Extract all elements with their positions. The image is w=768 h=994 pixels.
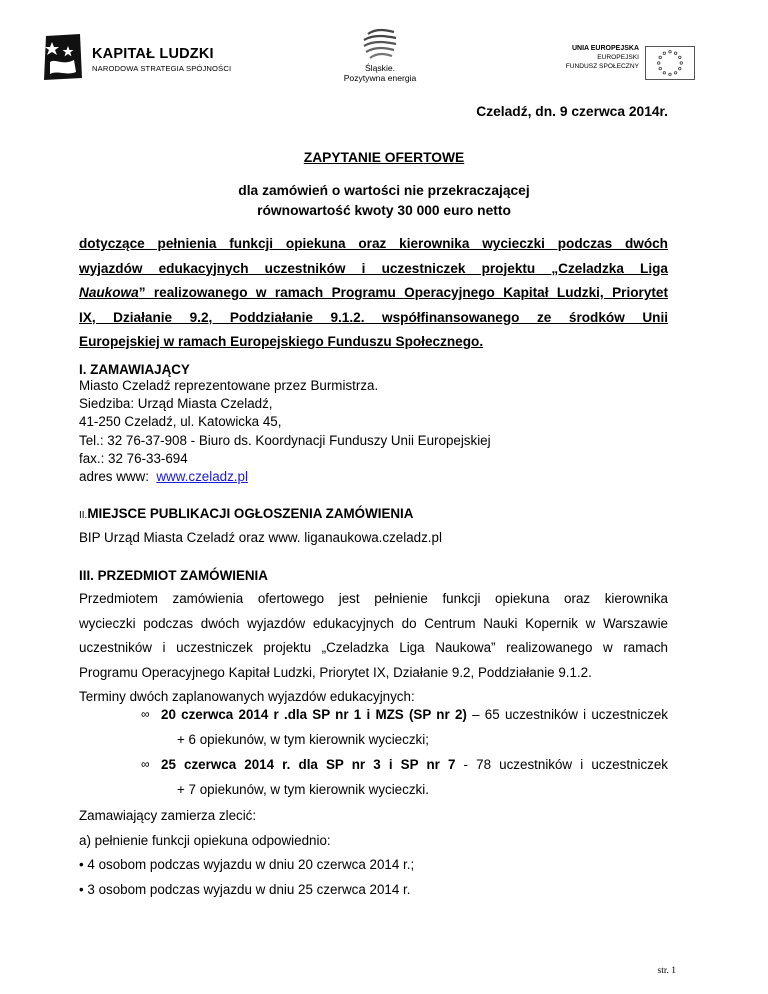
eu-line1: UNIA EUROPEJSKA	[571, 45, 639, 52]
bullet-rest: - 78 uczestników i uczestniczek	[455, 757, 668, 772]
after-line: a) pełnienie funkcji opiekuna odpowiednio:	[79, 832, 331, 848]
bullet-rest: – 65 uczestników i uczestniczek	[466, 707, 668, 722]
www-link[interactable]: www.czeladz.pl	[156, 469, 248, 485]
after-line: • 4 osobom podczas wyjazdu w dniu 20 czerwca 2014 r.;	[79, 857, 415, 873]
bullet-item	[79, 703, 668, 753]
eu-line2: EUROPEJSKI	[597, 54, 639, 62]
intro-line3	[79, 281, 668, 306]
slaskie-logo	[330, 28, 430, 90]
section3-after	[79, 804, 668, 902]
eu-logo	[545, 44, 695, 84]
section-miejsce-publikacji	[79, 506, 668, 545]
section1-body	[79, 377, 668, 486]
kapital-ludzki-subtitle: NARODOWA STRATEGIA SPÓJNOŚCI	[92, 64, 232, 73]
bullet-item	[79, 753, 668, 803]
subtitle-line1: dla zamówień o wartości nie przekraczającej	[238, 183, 530, 198]
section3-heading: III. PRZEDMIOT ZAMÓWIENIA	[79, 568, 268, 583]
intro-line3-rest: ” realizowanego w ramach Programu Operacyjnego Kapitał Ludzki, Priorytet	[138, 285, 668, 300]
section1-line: Miasto Czeladź reprezentowane przez Burmistrza.	[79, 378, 379, 393]
slaskie-slogan: Pozytywna energia	[343, 73, 417, 83]
section2-heading	[79, 506, 668, 521]
bullet-line	[161, 753, 668, 778]
section1-line: Tel.: 32 76-37-908 - Biuro ds. Koordynacji Funduszy Unii Europejskiej	[79, 432, 491, 448]
section2-heading-prefix: II.	[79, 510, 88, 521]
intro-line4: IX, Działanie 9.2, Poddziałanie 9.1.2. współfinansowanego ze środków Unii	[79, 309, 668, 325]
bullet-bold: 25 czerwca 2014 r. dla SP nr 3 i SP nr 7	[161, 757, 456, 772]
after-line: • 3 osobom podczas wyjazdu w dniu 25 czerwca 2014 r.	[79, 881, 411, 897]
bullet-line	[161, 703, 668, 728]
section3-para-last: Programu Operacyjnego Kapitał Ludzki, Priorytet IX, Działanie 9.2, Poddziałanie 9.1.2.	[79, 664, 592, 680]
section3-paragraph	[79, 587, 668, 710]
bullet-bold: 20 czerwca 2014 r .dla SP nr 1 i MZS (SP nr 2)	[161, 707, 467, 722]
infinity-bullet-icon: ∞	[141, 757, 150, 771]
section-zamawiajacy	[79, 362, 668, 486]
www-label: adres www:	[79, 469, 157, 485]
kapital-ludzki-emblem-icon	[40, 32, 84, 82]
section1-heading: I. ZAMAWIAJĄCY	[79, 362, 190, 377]
bullet-cont: + 6 opiekunów, w tym kierownik wycieczki;	[177, 731, 429, 747]
section3-para-line: wycieczki podczas dwóch wyjazdów edukacyjnych do Centrum Nauki Kopernik w Warszawie	[79, 615, 668, 631]
section1-line: fax.: 32 76-33-694	[79, 450, 188, 466]
subtitle-line2: równowartość kwoty 30 000 euro netto	[257, 203, 511, 218]
kapital-ludzki-title: KAPITAŁ LUDZKI	[92, 46, 214, 62]
page-number: str. 1	[657, 966, 676, 976]
section-przedmiot-zamowienia	[79, 568, 668, 710]
intro-line5: Europejskiej w ramach Europejskiego Funduszu Społecznego.	[79, 334, 484, 349]
intro-line3-italic: Naukowa	[79, 285, 139, 300]
dateline: Czeladź, dn. 9 czerwca 2014r.	[476, 104, 668, 119]
eu-flag-icon	[645, 46, 695, 80]
intro-line2-text: wyjazdów edukacyjnych uczestników i uczestniczek projektu „Czeladzka Liga	[79, 260, 668, 276]
document-subtitle	[0, 181, 768, 221]
eu-line3: FUNDUSZ SPOŁECZNY	[565, 63, 639, 71]
bullet-text	[161, 753, 668, 802]
bullet-text	[161, 703, 668, 752]
section1-www-line	[79, 468, 668, 486]
section2-heading-text: MIEJSCE PUBLIKACJI OGŁOSZENIA ZAMÓWIENIA	[87, 506, 414, 521]
slaskie-name: Śląskie.	[364, 63, 396, 73]
after-line: Zamawiający zamierza zlecić:	[79, 808, 257, 823]
document-title: ZAPYTANIE OFERTOWE	[303, 150, 465, 165]
section3-terms-intro: Terminy dwóch zaplanowanych wyjazdów edukacyjnych:	[79, 689, 415, 705]
intro-line1: dotyczące pełnienia funkcji opiekuna oraz kierownika wycieczki podczas dwóch	[79, 236, 668, 251]
intro-line2	[79, 257, 668, 282]
section1-line: 41-250 Czeladź, ul. Katowicka 45,	[79, 414, 282, 430]
kapital-ludzki-logo	[40, 32, 240, 82]
infinity-bullet-icon: ∞	[141, 707, 150, 721]
section3-para-line: uczestników i uczestniczek projektu „Czeladzka Liga Naukowa” realizowanego w ramach	[79, 640, 668, 656]
section3-para-line: Przedmiotem zamówienia ofertowego jest pełnienie funkcji opiekuna oraz kierownika	[79, 591, 668, 606]
slaskie-wave-icon	[356, 28, 404, 62]
section2-text: BIP Urząd Miasta Czeladź oraz www. liganaukowa.czeladz.pl	[79, 530, 442, 545]
bullet-cont: + 7 opiekunów, w tym kierownik wycieczki.	[177, 781, 429, 797]
section1-line: Siedziba: Urząd Miasta Czeladź,	[79, 396, 273, 412]
intro-paragraph	[79, 232, 668, 355]
eu-logo-text	[545, 44, 639, 72]
